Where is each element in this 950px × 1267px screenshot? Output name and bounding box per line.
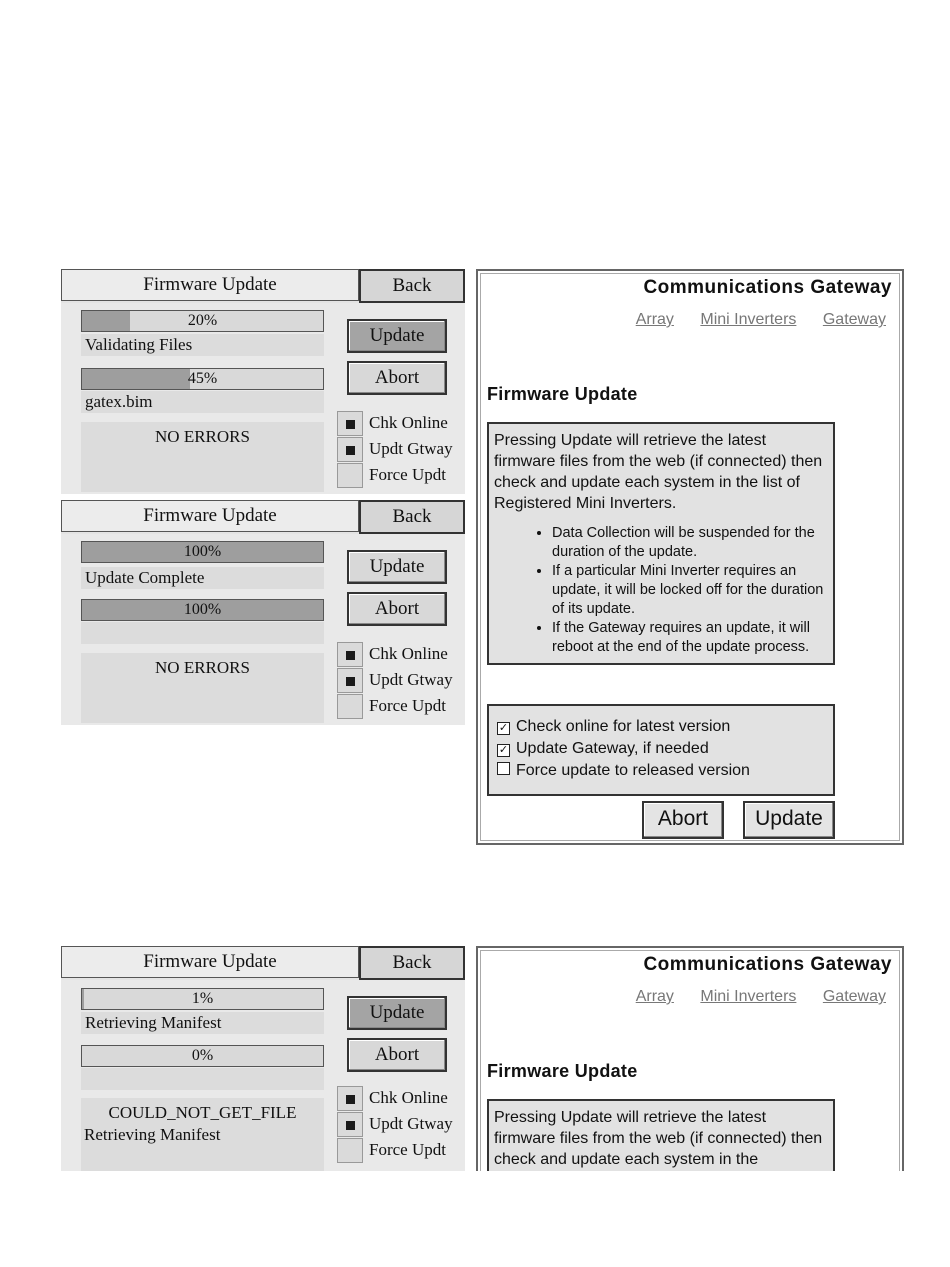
option-chk-online[interactable]	[337, 411, 461, 437]
option-force-updt[interactable]	[337, 694, 461, 720]
options-box	[487, 704, 835, 796]
progress-percent: 1%	[191, 990, 214, 1007]
option-force-updt[interactable]	[337, 463, 461, 489]
gateway-title: Communications Gateway	[643, 954, 892, 975]
device-panel-3	[61, 946, 465, 1171]
note-item: • If the Gateway requires an update, it will reboot at the end of the update process.	[552, 619, 828, 657]
update-button[interactable]: Update	[347, 996, 447, 1030]
web-panel-2	[476, 946, 904, 1171]
progress-bar-overall	[81, 310, 324, 332]
option-list	[337, 642, 461, 720]
option-updt-gtway[interactable]	[337, 668, 461, 694]
error-box	[81, 1098, 324, 1171]
nav-link-mini-inverters[interactable]: Mini Inverters	[700, 988, 797, 1005]
progress-bar-file	[81, 368, 324, 390]
gateway-title: Communications Gateway	[643, 277, 892, 298]
section-heading: Firmware Update	[487, 1061, 638, 1081]
checked-mark-icon	[346, 677, 355, 686]
option-label: Check online for latest version	[516, 718, 731, 735]
option-update-gateway[interactable]	[497, 738, 825, 760]
option-list	[337, 1086, 461, 1164]
nav-link-array[interactable]: Array	[635, 311, 674, 328]
option-label: Force Updt	[369, 1140, 446, 1159]
abort-button[interactable]: Abort	[642, 801, 724, 839]
checkbox-unchecked[interactable]	[497, 762, 510, 775]
file-name-text	[81, 622, 324, 644]
device-title: Firmware Update	[61, 269, 359, 301]
description-text: Pressing Update will retrieve the latest firmware files from the web (if connected) then check and update each system in the list of Registered Mini Inverters.	[494, 432, 823, 512]
option-chk-online[interactable]	[337, 642, 461, 668]
checkbox[interactable]	[337, 1112, 363, 1137]
abort-button[interactable]: Abort	[347, 592, 447, 626]
checkbox[interactable]	[337, 437, 363, 462]
description-box	[487, 1099, 835, 1171]
file-name-text	[81, 1068, 324, 1090]
checkbox[interactable]	[337, 1086, 363, 1111]
nav-link-mini-inverters[interactable]: Mini Inverters	[700, 311, 797, 328]
device-panel-1	[61, 269, 465, 494]
back-button[interactable]: Back	[359, 500, 465, 534]
option-updt-gtway[interactable]	[337, 1112, 461, 1138]
nav-link-array[interactable]: Array	[635, 988, 674, 1005]
section-heading: Firmware Update	[487, 384, 638, 404]
error-box	[81, 653, 324, 723]
status-text: Validating Files	[81, 334, 324, 356]
progress-percent: 100%	[183, 543, 222, 560]
checkbox[interactable]	[337, 668, 363, 693]
option-force-update[interactable]	[497, 760, 825, 782]
option-label: Chk Online	[369, 644, 448, 663]
error-line-1: COULD_NOT_GET_FILE	[108, 1103, 297, 1122]
progress-percent: 45%	[187, 370, 218, 387]
checkbox[interactable]	[337, 642, 363, 667]
option-label: Updt Gtway	[369, 439, 453, 458]
checkbox[interactable]	[337, 694, 363, 719]
option-label: Update Gateway, if needed	[516, 740, 709, 757]
progress-percent: 0%	[191, 1047, 214, 1064]
file-name-text: gatex.bim	[81, 391, 324, 413]
back-button[interactable]: Back	[359, 946, 465, 980]
device-body	[61, 980, 465, 1171]
status-text: Retrieving Manifest	[81, 1012, 324, 1034]
error-box	[81, 422, 324, 492]
progress-bar-overall	[81, 988, 324, 1010]
checkbox[interactable]	[337, 411, 363, 436]
option-label: Force update to released version	[516, 762, 750, 779]
checkbox-checked[interactable]: ✓	[498, 744, 509, 756]
nav-links	[614, 988, 886, 1006]
checkbox[interactable]	[337, 463, 363, 488]
device-title: Firmware Update	[61, 500, 359, 532]
option-force-updt[interactable]	[337, 1138, 461, 1164]
update-button[interactable]: Update	[743, 801, 835, 839]
option-label: Updt Gtway	[369, 1114, 453, 1133]
abort-button[interactable]: Abort	[347, 361, 447, 395]
checkbox-checked[interactable]: ✓	[498, 722, 509, 734]
error-line-1: NO ERRORS	[155, 427, 250, 446]
option-list	[337, 411, 461, 489]
option-label: Force Updt	[369, 465, 446, 484]
nav-link-gateway[interactable]: Gateway	[822, 311, 886, 328]
progress-bar-overall	[81, 541, 324, 563]
error-line-2: Retrieving Manifest	[84, 1125, 221, 1144]
description-box	[487, 422, 835, 665]
web-panel-1	[476, 269, 904, 845]
nav-link-gateway[interactable]: Gateway	[822, 988, 886, 1005]
option-updt-gtway[interactable]	[337, 437, 461, 463]
error-line-1: NO ERRORS	[155, 658, 250, 677]
option-label: Updt Gtway	[369, 670, 453, 689]
checked-mark-icon	[346, 1121, 355, 1130]
option-chk-online[interactable]	[337, 1086, 461, 1112]
option-label: Chk Online	[369, 1088, 448, 1107]
device-body	[61, 534, 465, 725]
status-text: Update Complete	[81, 567, 324, 589]
update-button[interactable]: Update	[347, 550, 447, 584]
note-list	[494, 524, 828, 657]
progress-bar-file	[81, 1045, 324, 1067]
note-item: • Data Collection will be suspended for the duration of the update.	[552, 524, 828, 562]
checked-mark-icon	[346, 651, 355, 660]
device-panel-2	[61, 500, 465, 725]
option-label: Force Updt	[369, 696, 446, 715]
option-label: Chk Online	[369, 413, 448, 432]
checked-mark-icon	[346, 446, 355, 455]
progress-percent: 20%	[187, 312, 218, 329]
abort-button[interactable]: Abort	[347, 1038, 447, 1072]
checkbox[interactable]	[337, 1138, 363, 1163]
option-check-online[interactable]	[497, 716, 825, 738]
progress-percent: 100%	[183, 601, 222, 618]
device-title: Firmware Update	[61, 946, 359, 978]
nav-links	[614, 311, 886, 329]
checked-mark-icon	[346, 420, 355, 429]
checked-mark-icon	[346, 1095, 355, 1104]
update-button[interactable]: Update	[347, 319, 447, 353]
note-item: • If a particular Mini Inverter requires an update, it will be locked off for the duration of its update.	[552, 562, 828, 619]
back-button[interactable]: Back	[359, 269, 465, 303]
device-body	[61, 303, 465, 494]
description-text: Pressing Update will retrieve the latest firmware files from the web (if connected) then check and update each system in the	[494, 1109, 823, 1168]
progress-bar-file	[81, 599, 324, 621]
